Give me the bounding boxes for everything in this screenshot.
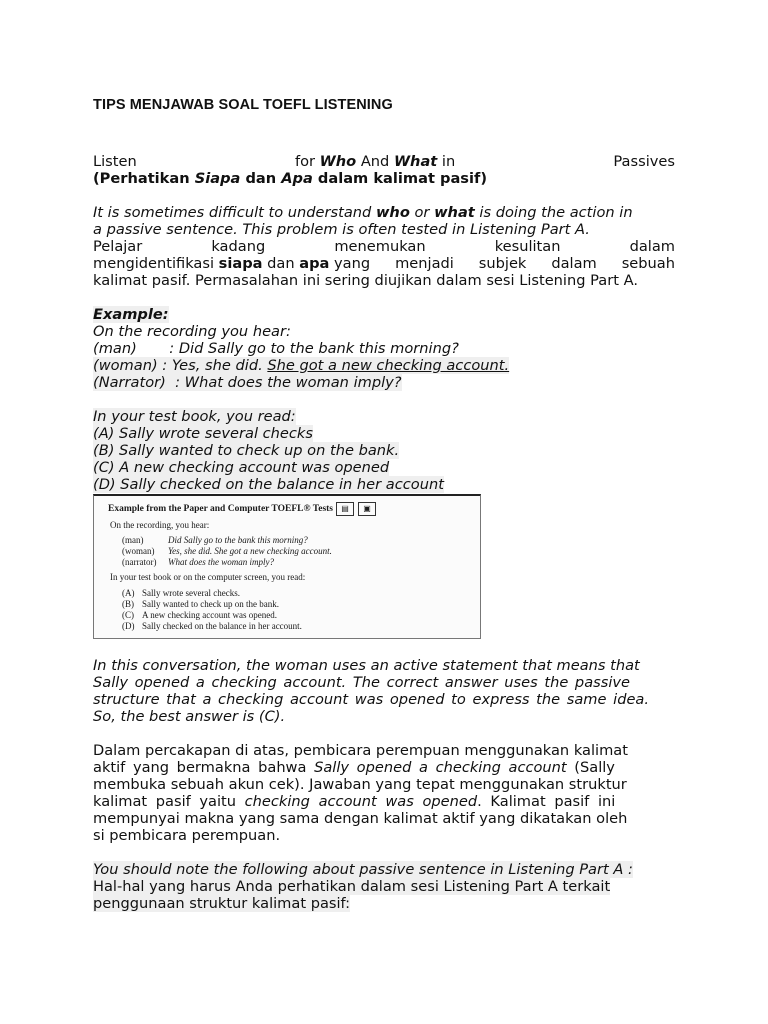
option-b: (B) Sally wanted to check up on the bank. [93,442,400,459]
heading-word: Listen [93,153,137,170]
image-book-line: In your test book or on the computer screen, you read: [110,572,306,582]
intro-id-line: kalimat pasif. Permasalahan ini sering diujikan dalam sesi Listening Part A. [93,272,638,289]
image-option-text: Sally checked on the balance in her account. [142,621,302,631]
image-option-label: (C) [122,610,134,620]
image-option-label: (B) [122,599,134,609]
image-option-label: (A) [122,588,135,598]
image-speaker-text: What does the woman imply? [168,557,274,567]
image-speaker-label: (woman) [122,546,155,556]
option-c: (C) A new checking account was opened [93,459,390,476]
explain-id-line: mempunyai makna yang sama dengan kalimat aktif yang dikatakan oleh [93,810,628,827]
note-line: penggunaan struktur kalimat pasif: [93,895,351,912]
example-man-line: (man) : Did Sally go to the bank this morning? [93,340,459,357]
note-line: Hal-hal yang harus Anda perhatikan dalam sesi Listening Part A terkait [93,878,611,895]
explain-en-line: In this conversation, the woman uses an active statement that means that [93,657,640,674]
image-speaker-text: Yes, she did. She got a new checking account. [168,546,332,556]
example-label-row [93,306,675,323]
computer-test-icon: ▣ [358,502,376,516]
explain-en-line: So, the best answer is (C). [93,708,286,725]
note-line: You should note the following about passive sentence in Listening Part A : [93,861,633,878]
paper-test-icon: ▤ [336,502,354,516]
option-a: (A) Sally wrote several checks [93,425,313,442]
image-option-text: Sally wrote several checks. [142,588,240,598]
image-speaker-label: (narrator) [122,557,157,567]
example-book-line: In your test book, you read: [93,408,296,425]
image-option-label: (D) [122,621,135,631]
section-heading [93,153,675,170]
explain-id-line: kalimat pasif yaitu checking account was opened. Kalimat pasif ini [93,793,616,810]
intro-id-line: Pelajar kadang menemukan kesulitan dalam [93,238,675,255]
intro-en-line: a passive sentence. This problem is often tested in Listening Part A. [93,221,590,238]
image-option-text: Sally wanted to check up on the bank. [142,599,279,609]
image-speaker-label: (man) [122,535,144,545]
explain-id-line: si pembicara perempuan. [93,827,281,844]
intro-en-line: It is sometimes difficult to understand who or what is doing the action in [93,204,633,221]
document-title: TIPS MENJAWAB SOAL TOEFL LISTENING [93,97,393,113]
explain-en-line: structure that a checking account was opened to express the same idea. [93,691,650,708]
intro-id-line: mengidentifikasi siapa dan apa yang menjadi subjek dalam sebuah [93,255,675,272]
example-woman-line: (woman) : Yes, she did. She got a new checking account. [93,357,510,374]
heading-word: Passives [613,153,675,170]
explain-id-line: Dalam percakapan di atas, pembicara perempuan menggunakan kalimat [93,742,628,759]
image-header: Example from the Paper and Computer TOEFL® Tests [108,504,334,514]
explain-id-line: aktif yang bermakna bahwa Sally opened a checking account (Sally [93,759,615,776]
option-d: (D) Sally checked on the balance in her account [93,476,444,493]
section-subheading: (Perhatikan Siapa dan Apa dalam kalimat pasif) [93,170,487,187]
example-narrator-line: (Narrator) : What does the woman imply? [93,374,402,391]
example-label: Example: [93,306,169,323]
image-speaker-text: Did Sally go to the bank this morning? [168,535,308,545]
toefl-example-image [93,494,481,639]
explain-en-line: Sally opened a checking account. The correct answer uses the passive [93,674,631,691]
image-option-text: A new checking account was opened. [142,610,277,620]
image-recording: On the recording, you hear: [110,520,210,530]
heading-middle: for Who And What in [294,153,456,170]
example-recording: On the recording you hear: [93,323,291,340]
explain-id-line: membuka sebuah akun cek). Jawaban yang tepat menggunakan struktur [93,776,627,793]
